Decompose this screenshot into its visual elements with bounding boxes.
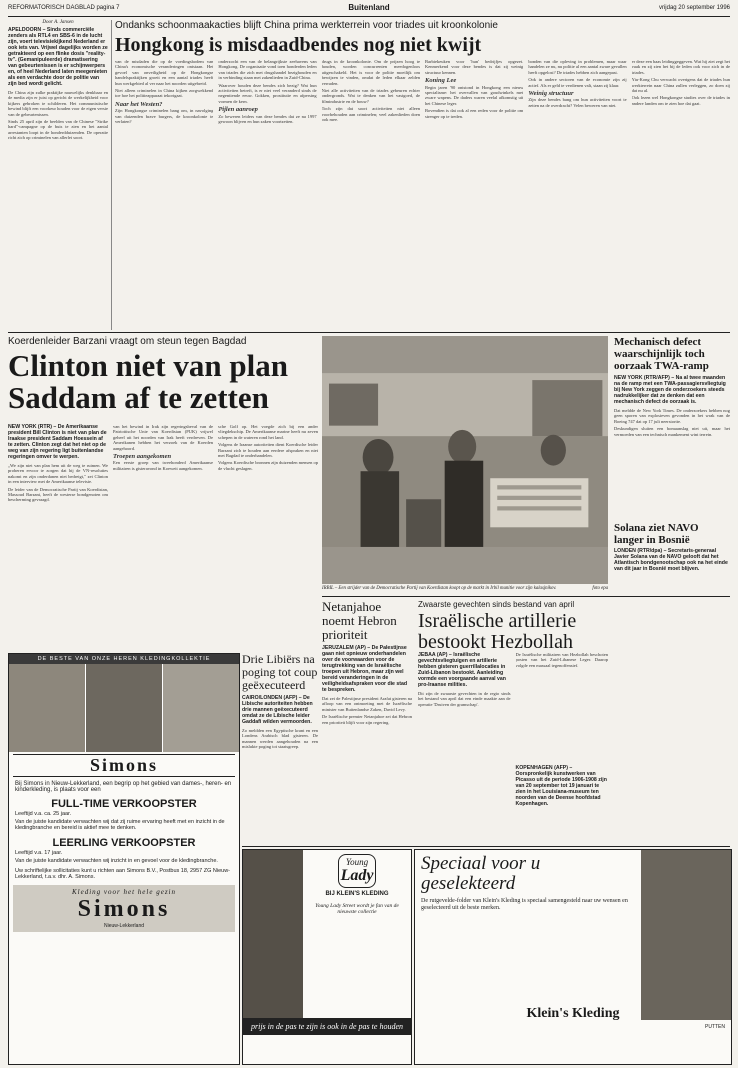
- job1-age: Leeftijd v.a. ca. 25 jaar.: [15, 811, 72, 817]
- subhead: Weinig structuur: [528, 90, 574, 98]
- body-text: Dit zijn de zwaarste gevechten in de regio sinds het bestand van april dat een einde maakte aan de operatie 'Druiven der gramschap'.: [418, 691, 511, 707]
- ad-header: DE BESTE VAN ONZE HEREN KLEDINGKOLLEKTIE: [9, 654, 239, 664]
- photo-caption-row: [322, 586, 608, 591]
- lead: JERUZALEM (AP) – De Palestijnse gaan niet opnieuw onderhandelen over de voorwaarden voor de terugtrekking van de Israëlische troepen uit Hebron, maar zijn wel bereid veranderingen in de veiligheidsafspraken voor die stad te bespreken.: [322, 645, 408, 693]
- column: [8, 424, 108, 649]
- job2-text: Van de juiste kandidate verwachten wij inzicht in en gevoel voor de kledingbranche.: [15, 858, 218, 864]
- column: van de misdaden die op de voedingsbodem van China's economische veranderingen ontstaan. Het gevoel van onveiligheid op de Hongkongse handelspraktijken groeit en een aantal triades heeft hun werkgebied al ver naar het noorden uitgebreid. Niet alleen criminelen in China kijken zorgwekkend toe hoe het politieapparaat tekortgaat. Naar het Westen? Zijn Hongkongse criminelen bang om, in navolging van duizenden brave burgers, de kroonkolonie te verlaten?: [115, 59, 214, 125]
- headline-clinton: Clinton niet van plan Saddam af te zetten: [8, 348, 288, 415]
- footer-brand: Simons: [77, 896, 171, 922]
- subhead: Naar het Westen?: [115, 100, 163, 108]
- special-brand: Klein's Kleding: [526, 1006, 620, 1021]
- column: [418, 652, 511, 845]
- photo-credit: foto epa: [592, 586, 608, 591]
- job2-title: LEERLING VERKOOPSTER: [52, 837, 196, 849]
- brand-top: Young: [345, 857, 369, 867]
- body-text: Dat meldde de New York Times. De onderzoekers hebben nog geen sporen van explosieven gevonden in het wrak van de Boeing 747 dat op 17 juli neerstortte. Deskundigen sluiten een bomaanslag niet uit, maar het vermoeden van een technisch mankement wint terrein.: [614, 408, 730, 437]
- ad-photo: [163, 664, 239, 752]
- ad-footer: [13, 885, 235, 932]
- ad-young-lady: [242, 849, 412, 1065]
- subhead: Pijlen aanroep: [218, 106, 258, 114]
- column: er deze een baas leidinggeggeven. Wat hij ziet zegt het vaak en zij zien het bij de leden ook voor zich in de triades. Yiu-Kong Chu verwacht overigens dat de triades hun werkterrein naar China zullen verleggen, zo doen zij dat nu al. Ook lezen wel Hongkongse studies over de triades in andere landen om te zien hoe dat gaat.: [631, 59, 730, 106]
- kicker-hezbollah: Zwaarste gevechten sinds bestand van april: [418, 600, 575, 609]
- story-apeldoorn: [8, 20, 108, 330]
- column: Barbiekeuken voor 'hun' bedrijfjes opgezet. Kenmerkend voor deze bendes is dat zij weinig structuur kennen. Koning Lee Begin jaren '90 ontstond in Hongkong een nieuw specialisme: het overvallen van goudwinkels met zware wapens. De daders waren veelal afkomstig uit het Chinese leger. Bovendien is dat ook al een reden voor de politie om strenger op te treden.: [424, 59, 524, 119]
- job2-age: Leeftijd v.a. 17 jaar.: [15, 850, 63, 856]
- column: sche Golf op. Het voegde zich bij een ander vliegdekschip. De Amerikaanse marine heeft nu zeven schepen in de wateren rond het land. Volgens de Iraanse autoriteiten dient Koerdische leider Barzani zich te houden aan eerdere afspraken en niet met Bagdad te onderhandelen. Volgens Koerdische bronnen zijn duizenden mensen op de vlucht geslagen.: [218, 424, 318, 471]
- ad-contact: Uw schriftelijke sollicitaties kunt u richten aan Simons B.V., Postbus 18, 2957 ZG Nieuw-Lekkerland, t.a.v. dhr. A. Simons.: [15, 868, 231, 880]
- headline-hezbollah: Israëlische artillerie bestookt Hezbollah: [418, 610, 577, 653]
- market-photo-illustration: [322, 336, 608, 584]
- photo-caption: IRBIL – Een strijder van de Democratische Partij van Koerdistan koopt op de markt in Irbil munitie voor zijn kalasjnikov.: [322, 586, 557, 591]
- job1-title: FULL-TIME VERKOOPSTER: [51, 798, 197, 810]
- ad-photo: [86, 664, 163, 752]
- kicker-clinton: Koerdenleider Barzani vraagt om steun tegen Bagdad: [8, 336, 247, 347]
- body-text: Dat zei de Palestijnse president Arafat gisteren na afloop van een ontmoeting met de Israëlische minister van Buitenlandse Zaken, David Levy. De Israëlische premier Netanjahoe zei dat Hebron een prioriteit blijft voor zijn regering.: [322, 696, 412, 725]
- masthead-date: vrijdag 20 september 1996: [658, 5, 730, 11]
- column: drugs in de kroonkolonie. Om de prijzen hoog te houden, worden concurrenten meedogenloos uitgeschakeld. Het is voor de politie moeilijk om bewijzen te vinden, omdat de leden elkaar zelden verraden. Niet alle activiteiten van de triades gebeuren echter ondergronds. Wat te denken van het vastgoed, de filmindustrie en de bouw? Toch zijn dat soort activiteiten niet alleen voorbehouden aan criminelen; veel zakenlieden doen ook mee.: [321, 59, 420, 123]
- masthead-left: REFORMATORISCH DAGBLAD pagina 7: [8, 5, 120, 11]
- clinton-columns: [8, 424, 318, 649]
- brand-bottom: Lady: [340, 867, 374, 884]
- ad-model-photo: [243, 850, 303, 1018]
- ad-model-photo: [641, 850, 731, 1020]
- hongkong-columns: [115, 59, 730, 330]
- headline-solana: Solana ziet NAVO langer in Bosnië: [614, 522, 699, 546]
- lead-solana: LONDEN (RTR/dpa) – Secretaris-generaal Javier Solana van de NAVO gelooft dat het Atlantisch bondgenootschap ook na het einde van dit jaar in Bosnië moet blijven.: [614, 548, 728, 572]
- body-text: De Israëlische militairen van Hezbollah beschoten posten van het Zuid-Libanese Leger. Daarop volgde een massaal tegenoffensief.: [515, 652, 608, 668]
- lead: APELDOORN – Sinds commerciële zenders als RTL4 en SBS-6 in de lucht zijn, voert televisiekijkend Nederland er ook iets van. Vrijwel dagelijks worden ze getrakteerd op een flinke dosis "reality-tv". (Gemanipuleerde) dramatisering van gebeurtenissen is er schijnwerpers en, of heel Nederland laten meegenieten als een verdachte door de politie van zijn bed wordt gelicht.: [8, 27, 108, 87]
- column: bonden van die opleving in problemen, maar waar handelen ze nu, nu politie al een aantal zware gevallen heeft opgelost? De triades hebben zich aangepast. Ook in andere sectoren van de economie zijn zij actief. Als er geld te verdienen valt, staan zij klaar. Weinig structuur Zijn deze bendes bang om hun activiteiten voort te zetten na de overdracht? Velen beweren van niet.: [528, 59, 627, 108]
- right-column-lower: [614, 600, 730, 845]
- subhead: Koning Lee: [424, 77, 457, 85]
- headline-twa: Mechanisch defect waarschijnlijk toch oorzaak TWA-ramp: [614, 336, 709, 372]
- ad-intro: Bij Simons in Nieuw-Lekkerland, een begrip op het gebied van dames-, heren- en kinderkleding, is plaats voor een: [15, 781, 232, 793]
- headline-hongkong: Hongkong is misdaadbendes nog niet kwijt: [115, 34, 482, 56]
- story-libiers: [242, 653, 318, 843]
- byline: Door A. Jansen: [42, 20, 74, 25]
- lead-kopenhagen: KOPENHAGEN (AFP) – Oorspronkelijk kunstwerken van Picasso uit de periode 1906-1908 zijn van 20 september tot 19 januari te zien in het Louisiana-museum ten noorden van de Deense hoofdstad Kopenhagen.: [515, 765, 607, 807]
- headline-netanyahu: Netanjahoe noemt Hebron prioriteit: [322, 599, 397, 642]
- lead: NEW YORK (RTR/AFP) – Na al twee maanden na de ramp met een TWA-passagiersvliegtuig bij New York zeggen de onderzoekers steeds nadrukkelijker dat ze denken dat een mechanisch defect de oorzaak is.: [614, 375, 726, 405]
- special-footer: PUTTEN: [705, 1024, 725, 1030]
- body-text: Zo meldden een Egyptische krant en een Londens Arabisch blad gisteren. De mannen werden aangehouden na een mislukte poging tot staatsgreep.: [242, 728, 318, 750]
- lead: JEBAA (AP) – Israëlische gevechtsvliegtuigen en artillerie hebben gisteren guerrillalocaties in Zuid-Libanon bestookt. Aanleiding vormde een voorgaande aanval van pro-Iraanse milities.: [418, 652, 506, 688]
- story-netanyahu: [322, 600, 412, 845]
- ad-photo: [9, 664, 86, 752]
- job1-text: Van de juiste kandidate verwachten wij dat zij ruime ervaring heeft met en inzicht in de kledingbranche en bereid is aktief mee te denken.: [15, 819, 225, 831]
- ad-simons: [8, 653, 240, 1065]
- footer-slogan: Kleding voor het hele gezin: [72, 888, 176, 896]
- ad-bottom-banner: prijs in de pas te zijn is ook in de pas te houden: [243, 1018, 411, 1035]
- ad-subtitle: BIJ KLEIN'S KLEDING: [325, 891, 389, 897]
- body-text: „We zijn niet van plan hem uit de weg te ruimen. We proberen ervoor te zorgen dat hij de VN-resoluties nakomt en zijn onderdanen niet bedreigt," zei Clinton in een interview met de Amerikaanse televisie. De leider van de Democratische Partij van Koerdistan, Massoud Barzani, heeft de westerse bondgenoten om bescherming gevraagd.: [8, 463, 108, 503]
- column: van het bewind in Irak zijn regeringsbeval van de Patriottische Unie van Koerdistan (PUK) vrijwel geheel uit het noorden van Irak heeft verdreven. De Amerikanen hebben het verzoek van de Koerden aangehoord. Troepen aangekomen Een eerste groep van tweehonderd Amerikaanse militairen is gisteravond in Koeweit aangekomen.: [113, 424, 213, 471]
- ad-photo-row: [9, 664, 239, 752]
- lead: CAIRO/LONDEN (AFP) – De Libische autoriteiten hebben drie mannen geëxecuteerd omdat ze de Libische leider Gaddafi wilden vermoorden.: [242, 695, 313, 725]
- young-lady-logo: [338, 854, 377, 888]
- special-text: De rutgevelde-folder van Klein's Kleding is speciaal samengesteld naar uw wensen en geselecteerd uit de beste merken.: [421, 898, 628, 911]
- footer-address: Nieuw-Lekkerland: [103, 923, 145, 929]
- subhead: Troepen aangekomen: [113, 453, 172, 461]
- story-hezbollah: [418, 600, 608, 653]
- section-title: Buitenland: [348, 3, 390, 12]
- lead: NEW YORK (RTR) – De Amerikaanse president Bill Clinton is niet van plan de Iraakse president Saddam Hoessein af te zetten. Clinton zegt dat het niet op de weg van zijn regering ligt buitenlandse regeringen omver te werpen.: [8, 424, 107, 460]
- ad-brand: Simons: [13, 754, 235, 777]
- column: [516, 652, 609, 845]
- special-title: Speciaal voor u geselekteerd: [421, 853, 541, 894]
- news-photo: [322, 336, 608, 584]
- body-text: De China zijn zulke praktijke nauwelijks denkbaar en de media zijn er juist op gericht de werkelijkheid voor kijkers gebroken te schilderen. Het communistische bewind blijft een voorkeur houden voor de eigen versie van de gebeurtenissen. Sinds 25 april zijn de beelden van de Chinese "Strike hard"-campagne op de buis te zien en het aantal arrestanten loopt in de honderdduizenden. De operatie richt zich op criminelen van allerlei soort.: [8, 90, 108, 141]
- story-twa: [614, 336, 730, 591]
- kicker-hongkong: Ondanks schoonmaakacties blijft China prima werkterrein voor triades uit kroonkolonie: [115, 20, 498, 31]
- ad-special: [414, 849, 732, 1065]
- masthead: [8, 3, 730, 17]
- ad-tagline: Young Lady Street wordt je fan van de nieuwste collectie: [315, 903, 399, 915]
- headline-libiers: Drie Libiërs na poging tot coup geëxecuteerd: [242, 652, 318, 692]
- column: onderzocht een van de belangrijkste zeehavens van Hongkong. De organisatie vond toen honderden leden van triades die zich met drugshandel bezighouden en in verbinding staan met zakenlieden in Zuid-China. Waarover houden deze bendes zich bezig? Wat hun activiteiten betreft, is er niet veel veranderd sinds de negentiende eeuw. Gokken, prostitutie en afpersing vormen de kern. Pijlen aanroep Zo beweren leiders van deze bendes dat ze na 1997 gewoon blijven en hun zaken voortzetten.: [218, 59, 317, 125]
- hezbollah-columns: [418, 652, 608, 845]
